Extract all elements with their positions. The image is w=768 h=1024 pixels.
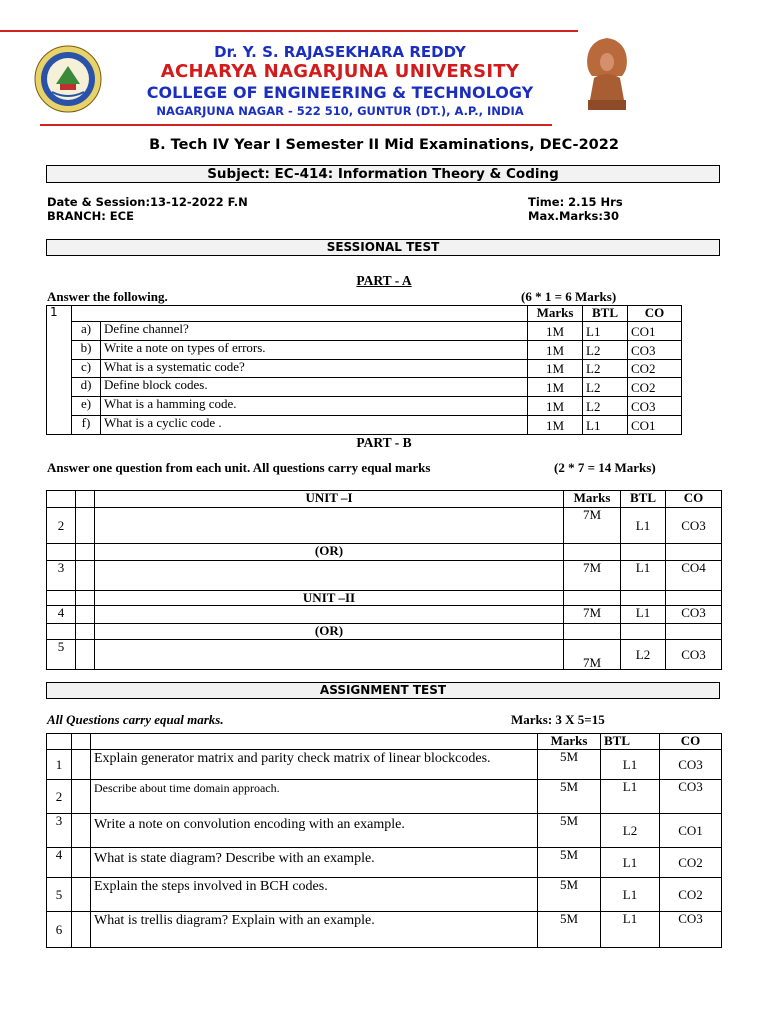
college-address: NAGARJUNA NAGAR - 522 510, GUNTUR (DT.), A.P., INDIA: [156, 104, 524, 118]
table-row: 6 What is trellis diagram? Explain with an example. 5M L1 CO3: [47, 912, 722, 948]
part-a-header-btl: BTL: [583, 306, 628, 322]
part-a-instruction: Answer the following.: [47, 289, 168, 304]
table-row: 1 Explain generator matrix and parity check matrix of linear blockcodes. 5M L1 CO3: [47, 750, 722, 780]
header-line-1: Dr. Y. S. RAJASEKHARA REDDY: [214, 43, 466, 61]
table-row: a) Define channel? 1M L1 CO1: [47, 322, 682, 341]
exam-title: B. Tech IV Year I Semester II Mid Examinations, DEC-2022: [149, 137, 619, 153]
part-b-instruction: Answer one question from each unit. All questions carry equal marks: [47, 460, 431, 475]
or-label: (OR): [95, 624, 564, 640]
table-row: 2 7M L1 CO3: [47, 508, 722, 544]
university-seal-icon: [34, 44, 102, 114]
date-session: Date & Session:13-12-2022 F.N: [47, 195, 248, 209]
table-row: 5 7M L2 CO3: [47, 640, 722, 670]
branch: BRANCH: ECE: [47, 209, 134, 223]
subject-box: Subject: EC-414: Information Theory & Coding: [46, 165, 720, 183]
assignment-marks-note: Marks: 3 X 5=15: [511, 712, 605, 727]
part-b-table: UNIT –I Marks BTL CO 2 7M L1 CO3 (OR) 3 7M L1 CO4 UNIT –II 4 7M L1 CO3 (OR) 5 7M L2 CO3: [46, 490, 722, 670]
part-a-header-co: CO: [628, 306, 682, 322]
assignment-test-banner: ASSIGNMENT TEST: [46, 682, 720, 699]
table-row: 2 Describe about time domain approach. 5M L1 CO3: [47, 780, 722, 814]
unit-1-heading: UNIT –I: [95, 491, 564, 508]
table-row: b) Write a note on types of errors. 1M L2 CO3: [47, 341, 682, 360]
table-row: 5 Explain the steps involved in BCH codes. 5M L1 CO2: [47, 878, 722, 912]
assignment-instruction: All Questions carry equal marks.: [47, 712, 224, 727]
university-name: ACHARYA NAGARJUNA UNIVERSITY: [160, 61, 520, 82]
part-b-marks-note: (2 * 7 = 14 Marks): [554, 460, 656, 475]
college-name: COLLEGE OF ENGINEERING & TECHNOLOGY: [146, 83, 534, 102]
top-red-rule: [0, 30, 578, 32]
max-marks: Max.Marks:30: [528, 209, 619, 223]
table-row: 3 Write a note on convolution encoding with an example. 5M L2 CO1: [47, 814, 722, 848]
part-a-header-marks: Marks: [528, 306, 583, 322]
table-row: d) Define block codes. 1M L2 CO2: [47, 378, 682, 397]
header-red-rule: [40, 124, 552, 126]
unit-2-heading: UNIT –II: [95, 591, 564, 606]
part-a-table: [46, 305, 682, 435]
table-row: f) What is a cyclic code . 1M L1 CO1: [47, 416, 682, 435]
buddha-statue-icon: [582, 36, 632, 114]
table-row: e) What is a hamming code. 1M L2 CO3: [47, 397, 682, 416]
table-row: 4 7M L1 CO3: [47, 606, 722, 624]
part-a-marks-note: (6 * 1 = 6 Marks): [521, 289, 617, 304]
assignment-table: Marks BTL CO 1 Explain generator matrix and parity check matrix of linear blockcodes. 5M L1 CO3 2 Describe about time domain approach. 5M L1 CO3 3 Write a note on convolution encoding with an example. 5M L2 CO1 4 What is state diagram? Describe with an example. 5M L1 CO2 5 Explain the steps involved in BCH codes. 5M L1 CO2 6 What is trellis diagram? Explain with an example. 5M L1 CO3: [46, 733, 722, 948]
part-a-qno: 1: [47, 306, 72, 322]
part-b-title: PART - B: [356, 435, 412, 450]
time: Time: 2.15 Hrs: [528, 195, 623, 209]
table-row: 3 7M L1 CO4: [47, 561, 722, 591]
table-row: 4 What is state diagram? Describe with an example. 5M L1 CO2: [47, 848, 722, 878]
sessional-test-banner: SESSIONAL TEST: [46, 239, 720, 256]
table-row: c) What is a systematic code? 1M L2 CO2: [47, 360, 682, 378]
or-label: (OR): [95, 544, 564, 561]
part-a-title: PART - A: [356, 273, 412, 288]
